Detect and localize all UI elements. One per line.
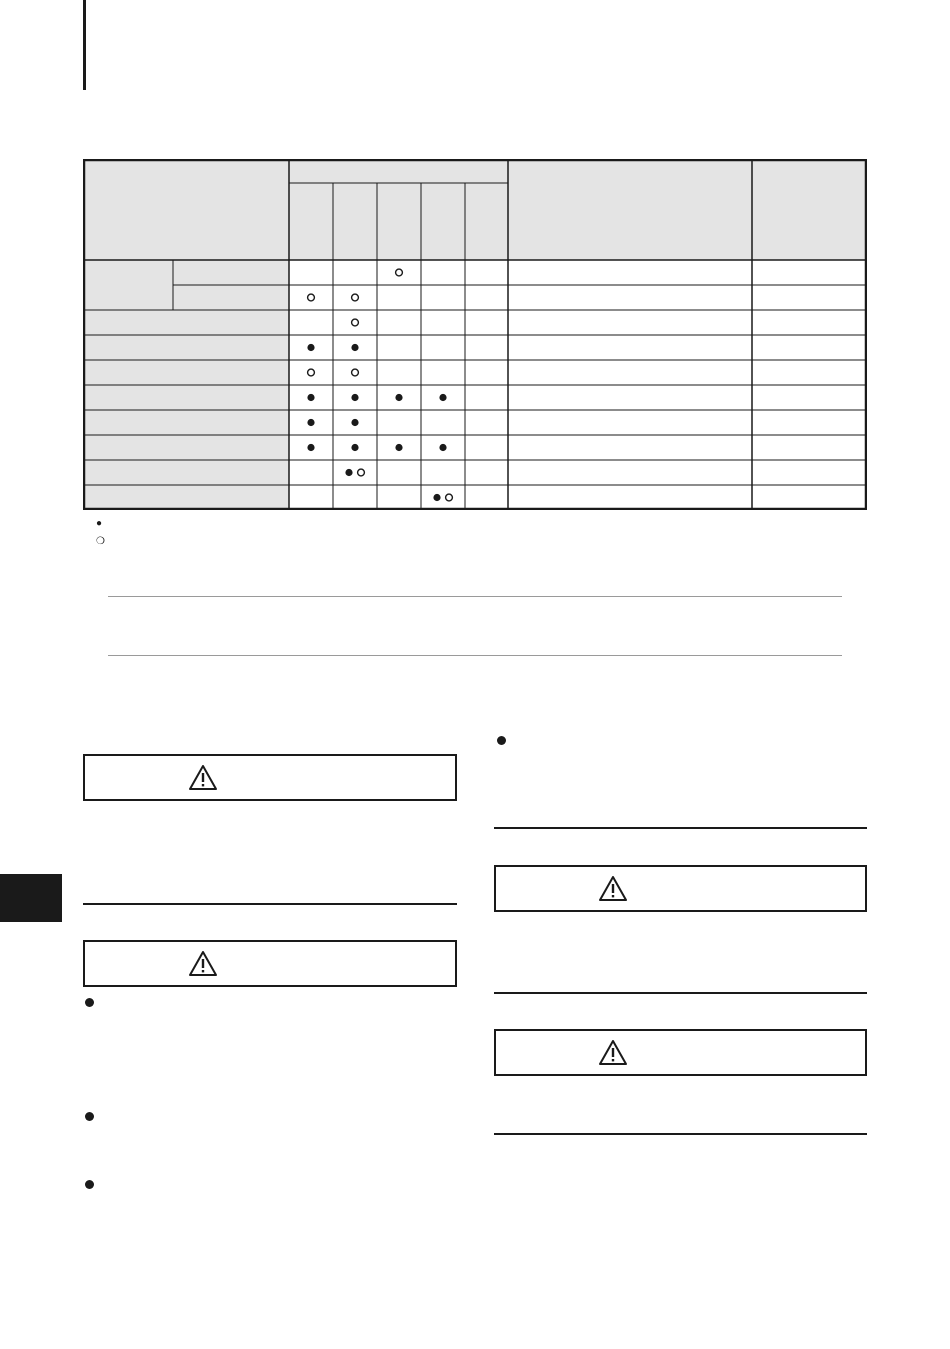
note-bottom-rule — [108, 655, 842, 656]
open-circle-mark — [358, 469, 365, 476]
bullet-dot-icon — [85, 1112, 94, 1121]
filled-dot-mark — [307, 419, 314, 426]
bullet-dot-icon — [85, 1180, 94, 1189]
open-circle-mark — [352, 319, 359, 326]
filled-dot-mark — [351, 419, 358, 426]
filled-dot-mark — [307, 444, 314, 451]
open-circle-mark — [446, 494, 453, 501]
warning-triangle-icon — [598, 875, 628, 903]
filled-dot-mark — [351, 344, 358, 351]
bullet-dot-icon — [85, 998, 94, 1007]
caution-box-2 — [83, 940, 457, 987]
warning-triangle-icon — [188, 764, 218, 792]
compatibility-table-grid — [83, 159, 867, 510]
caution-box-4 — [494, 1029, 867, 1076]
filled-dot-mark — [345, 469, 352, 476]
open-circle-mark — [308, 369, 315, 376]
open-circle-mark — [308, 294, 315, 301]
filled-dot-mark — [395, 444, 402, 451]
legend-open-symbol — [96, 533, 105, 549]
filled-dot-mark — [439, 444, 446, 451]
filled-dot-mark — [351, 444, 358, 451]
section-rule-left — [83, 903, 457, 905]
filled-dot-mark — [307, 344, 314, 351]
legend-filled-glyph: ● — [96, 518, 103, 529]
compatibility-table — [83, 159, 867, 510]
legend-open-glyph: ❍ — [96, 536, 105, 547]
filled-dot-mark — [307, 394, 314, 401]
warning-triangle-icon — [188, 950, 218, 978]
warning-triangle-icon — [598, 1039, 628, 1067]
legend-filled-symbol — [96, 515, 102, 531]
section-rule-right-2 — [494, 992, 867, 994]
margin-edge-line — [83, 0, 86, 90]
open-circle-mark — [352, 294, 359, 301]
filled-dot-mark — [439, 394, 446, 401]
note-top-rule — [108, 596, 842, 597]
filled-dot-mark — [395, 394, 402, 401]
caution-box-1 — [83, 754, 457, 801]
section-rule-right-1 — [494, 827, 867, 829]
filled-dot-mark — [351, 394, 358, 401]
table-header-background — [83, 159, 867, 260]
filled-dot-mark — [433, 494, 440, 501]
bullet-dot-icon — [497, 736, 506, 745]
open-circle-mark — [352, 369, 359, 376]
section-tab-marker — [0, 874, 62, 922]
caution-box-3 — [494, 865, 867, 912]
open-circle-mark — [396, 269, 403, 276]
section-rule-right-3 — [494, 1133, 867, 1135]
